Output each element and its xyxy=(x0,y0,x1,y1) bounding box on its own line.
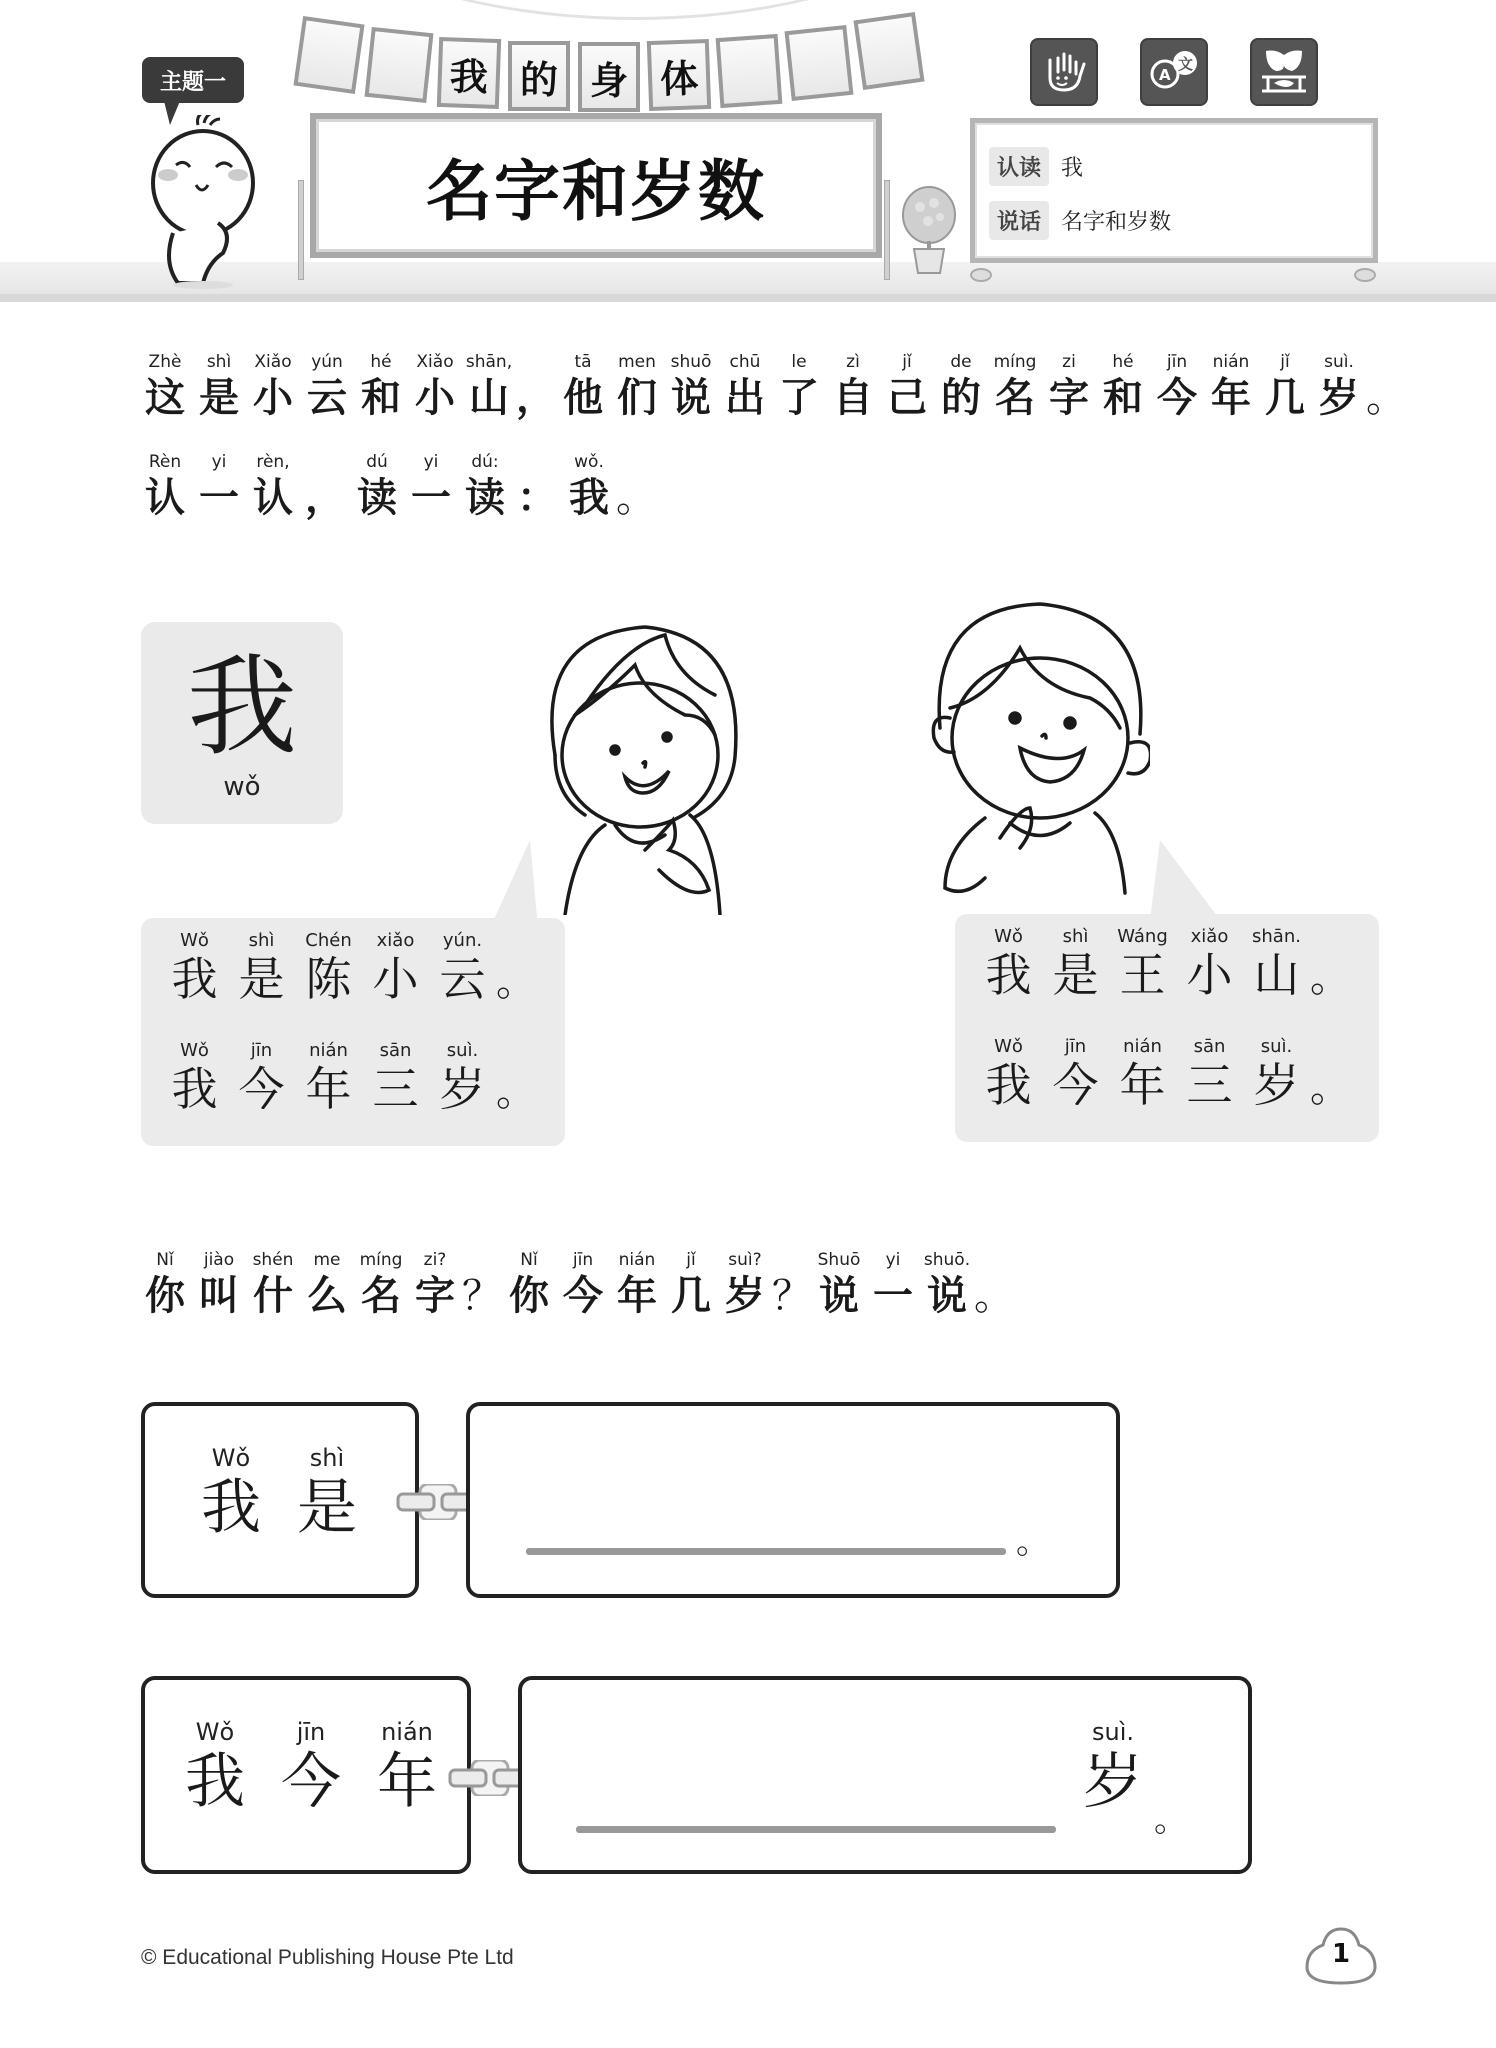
practice-answer-card-1[interactable] xyxy=(466,1402,1120,1598)
pinyin-hanzi-pair: hé 和 xyxy=(1103,352,1143,421)
pinyin-hanzi-pair: jīn 今 xyxy=(238,1040,285,1116)
pinyin-hanzi-pair: me 么 xyxy=(307,1250,347,1319)
pinyin-hanzi-pair: Wǒ 我 xyxy=(201,1444,261,1543)
header-divider xyxy=(0,294,1496,302)
svg-text:A: A xyxy=(1159,66,1171,84)
pinyin-hanzi-pair: Wǒ 我 xyxy=(985,926,1032,1002)
punctuation: 。 xyxy=(1310,955,1350,1001)
pinyin-hanzi-pair: nián 年 xyxy=(617,1250,657,1319)
pinyin-hanzi-pair: jīn 今 xyxy=(281,1718,341,1817)
theme-tag: 主题一 xyxy=(142,57,244,103)
prefix-sentence xyxy=(183,1444,375,1543)
speaking-prompt xyxy=(138,1250,1014,1319)
boy-illustration xyxy=(933,604,1150,893)
skills-board xyxy=(970,118,1378,263)
copyright-notice: © Educational Publishing House Pte Ltd xyxy=(141,1946,514,1969)
pinyin-hanzi-pair: jǐ 几 xyxy=(671,1250,711,1319)
punctuation: 。 xyxy=(1310,1065,1350,1111)
lesson-title-board xyxy=(310,113,882,258)
punctuation: ， xyxy=(305,475,345,521)
punctuation: 。 xyxy=(496,1069,536,1115)
pinyin-hanzi-pair: shān, 山 xyxy=(465,352,513,421)
bunting-flag-blank xyxy=(853,12,924,90)
punctuation: 。 xyxy=(616,475,656,521)
pinyin-hanzi-pair: yi 一 xyxy=(873,1250,913,1319)
lesson-header xyxy=(0,0,1496,305)
pinyin-hanzi-pair: dú 读 xyxy=(357,452,397,521)
bunting-flag-blank xyxy=(293,16,364,94)
pinyin-hanzi-pair: Nǐ 你 xyxy=(509,1250,549,1319)
board-pole xyxy=(884,180,890,280)
pinyin-hanzi-pair: suì. 岁 xyxy=(1319,352,1359,421)
pinyin-hanzi-pair: xiǎo 小 xyxy=(372,930,419,1006)
sentence-period: 。 xyxy=(1154,1800,1188,1840)
skill-label: 认读 xyxy=(989,147,1049,186)
board-pole xyxy=(298,180,304,280)
intro-sentence-2 xyxy=(138,452,656,521)
lesson-title: 名字和岁数 xyxy=(426,153,766,230)
prefix-sentence xyxy=(167,1718,455,1817)
pinyin-hanzi-pair: Wǒ 我 xyxy=(171,930,218,1006)
pinyin-hanzi-pair: shuō. 说 xyxy=(923,1250,971,1319)
punctuation: ？ xyxy=(462,1273,502,1319)
pinyin-hanzi-pair: zi? 字 xyxy=(415,1250,455,1319)
girl-illustration xyxy=(515,615,755,915)
pinyin-hanzi-pair: nián 年 xyxy=(1119,1036,1166,1112)
pinyin-hanzi-pair: Xiǎo 小 xyxy=(415,352,455,421)
pinyin-hanzi-pair: yi 一 xyxy=(411,452,451,521)
pinyin-hanzi-pair: Wǒ 我 xyxy=(985,1036,1032,1112)
character-pinyin: wǒ xyxy=(223,772,261,802)
pinyin-hanzi-pair: sān 三 xyxy=(372,1040,419,1116)
mascot-icon xyxy=(138,115,268,290)
pinyin-hanzi-pair: Rèn 认 xyxy=(145,452,185,521)
pinyin-hanzi-pair: yún. 云 xyxy=(439,930,486,1006)
skill-row-reading xyxy=(989,147,1083,186)
pinyin-hanzi-pair: jīn 今 xyxy=(1052,1036,1099,1112)
skill-label: 说话 xyxy=(989,201,1049,240)
punctuation: 。 xyxy=(1366,375,1406,421)
pinyin-hanzi-pair: le 了 xyxy=(779,352,819,421)
pinyin-hanzi-pair: tā 他 xyxy=(563,352,603,421)
new-character-card xyxy=(141,622,343,824)
pinyin-hanzi-pair: Wáng 王 xyxy=(1117,926,1168,1002)
bunting-flag: 我 xyxy=(437,37,501,109)
pinyin-hanzi-pair: yi 一 xyxy=(199,452,239,521)
pinyin-hanzi-pair: zì 自 xyxy=(833,352,873,421)
bunting-flag-blank xyxy=(365,27,434,103)
pinyin-hanzi-pair: yún 云 xyxy=(307,352,347,421)
bubble-sentence xyxy=(161,930,536,1006)
skill-value: 我 xyxy=(1061,156,1084,181)
bunting-flag: 体 xyxy=(647,39,711,111)
unit-title-bunting xyxy=(292,8,952,108)
bubble-sentence xyxy=(975,926,1350,1002)
page-number-badge xyxy=(1303,1925,1379,1987)
intro-sentence-1 xyxy=(138,352,1406,421)
practice-prefix-card-2 xyxy=(141,1676,471,1874)
answer-blank-line[interactable] xyxy=(576,1826,1056,1833)
pinyin-hanzi-pair: shì 是 xyxy=(238,930,285,1006)
pinyin-hanzi-pair: jīn 今 xyxy=(1157,352,1197,421)
skill-icons xyxy=(1030,38,1320,108)
pinyin-hanzi-pair: sān 三 xyxy=(1186,1036,1233,1112)
suffix-word xyxy=(1078,1718,1148,1817)
pinyin-hanzi-pair: jǐ 几 xyxy=(1265,352,1305,421)
pinyin-hanzi-pair: chū 出 xyxy=(725,352,765,421)
pinyin-hanzi-pair: nián 年 xyxy=(377,1718,437,1817)
bunting-flag: 身 xyxy=(578,42,640,112)
punctuation: ， xyxy=(516,375,556,421)
pinyin-hanzi-pair: Chén 陈 xyxy=(305,930,352,1006)
pinyin-hanzi-pair: jīn 今 xyxy=(563,1250,603,1319)
pinyin-hanzi-pair: xiǎo 小 xyxy=(1186,926,1233,1002)
pinyin-hanzi-pair: míng 名 xyxy=(993,352,1037,421)
pinyin-hanzi-pair: zi 字 xyxy=(1049,352,1089,421)
skill-value: 名字和岁数 xyxy=(1061,210,1172,235)
punctuation: 。 xyxy=(974,1273,1014,1319)
board-leg xyxy=(1354,268,1376,282)
punctuation: ： xyxy=(517,475,557,521)
answer-blank-line[interactable] xyxy=(526,1548,1006,1555)
bubble-tail-boy xyxy=(1150,840,1260,920)
pinyin-hanzi-pair: shén 什 xyxy=(252,1250,294,1319)
pinyin-hanzi-pair: jǐ 己 xyxy=(887,352,927,421)
pinyin-hanzi-pair: men 们 xyxy=(617,352,657,421)
pinyin-hanzi-pair: suì? 岁 xyxy=(725,1250,765,1319)
pinyin-hanzi-pair: dú: 读 xyxy=(465,452,505,521)
pinyin-hanzi-pair: shì 是 xyxy=(199,352,239,421)
sentence-period: 。 xyxy=(1016,1522,1050,1562)
drama-handshake-icon xyxy=(1250,38,1318,106)
practice-answer-card-2[interactable] xyxy=(518,1676,1252,1874)
pinyin-hanzi-pair: míng 名 xyxy=(359,1250,403,1319)
pinyin-hanzi-pair: Wǒ 我 xyxy=(171,1040,218,1116)
punctuation: 。 xyxy=(496,959,536,1005)
character-hanzi: 我 xyxy=(187,643,297,771)
punctuation: ？ xyxy=(772,1273,812,1319)
pinyin-hanzi-pair: shuō 说 xyxy=(670,352,712,421)
pinyin-hanzi-pair: nián 年 xyxy=(1211,352,1251,421)
svg-text:文: 文 xyxy=(1178,55,1194,73)
pinyin-hanzi-pair: shān. 山 xyxy=(1252,926,1301,1002)
pinyin-hanzi-pair: hé 和 xyxy=(361,352,401,421)
pinyin-hanzi-pair: Zhè 这 xyxy=(145,352,185,421)
pinyin-hanzi-pair: Wǒ 我 xyxy=(185,1718,245,1817)
bubble-sentence xyxy=(161,1040,536,1116)
pinyin-hanzi-pair: nián 年 xyxy=(305,1040,352,1116)
pinyin-hanzi-pair: suì. 岁 xyxy=(1083,1718,1143,1817)
board-leg xyxy=(970,268,992,282)
pinyin-hanzi-pair: Xiǎo 小 xyxy=(253,352,293,421)
pinyin-hanzi-pair: suì. 岁 xyxy=(1253,1036,1300,1112)
skill-row-speaking xyxy=(989,201,1171,240)
speech-bubble-girl xyxy=(141,918,565,1146)
speech-bubble-boy xyxy=(955,914,1379,1142)
pinyin-hanzi-pair: suì. 岁 xyxy=(439,1040,486,1116)
potted-plant-icon xyxy=(900,185,958,275)
pinyin-hanzi-pair: Nǐ 你 xyxy=(145,1250,185,1319)
pinyin-hanzi-pair: de 的 xyxy=(941,352,981,421)
bunting-flag-blank xyxy=(716,34,783,108)
bunting-flag: 的 xyxy=(508,41,570,111)
bunting-flag-blank xyxy=(785,25,854,101)
practice-prefix-card-1 xyxy=(141,1402,419,1598)
pinyin-hanzi-pair: shì 是 xyxy=(297,1444,357,1543)
pinyin-hanzi-pair: Shuō 说 xyxy=(817,1250,861,1319)
pinyin-hanzi-pair: rèn, 认 xyxy=(253,452,293,521)
page-number: 1 xyxy=(1331,1939,1351,1969)
translate-speech-icon xyxy=(1140,38,1208,106)
pinyin-hanzi-pair: shì 是 xyxy=(1052,926,1099,1002)
hand-smile-icon xyxy=(1030,38,1098,106)
pinyin-hanzi-pair: jiào 叫 xyxy=(199,1250,239,1319)
bubble-sentence xyxy=(975,1036,1350,1112)
pinyin-hanzi-pair: wǒ. 我 xyxy=(569,452,609,521)
